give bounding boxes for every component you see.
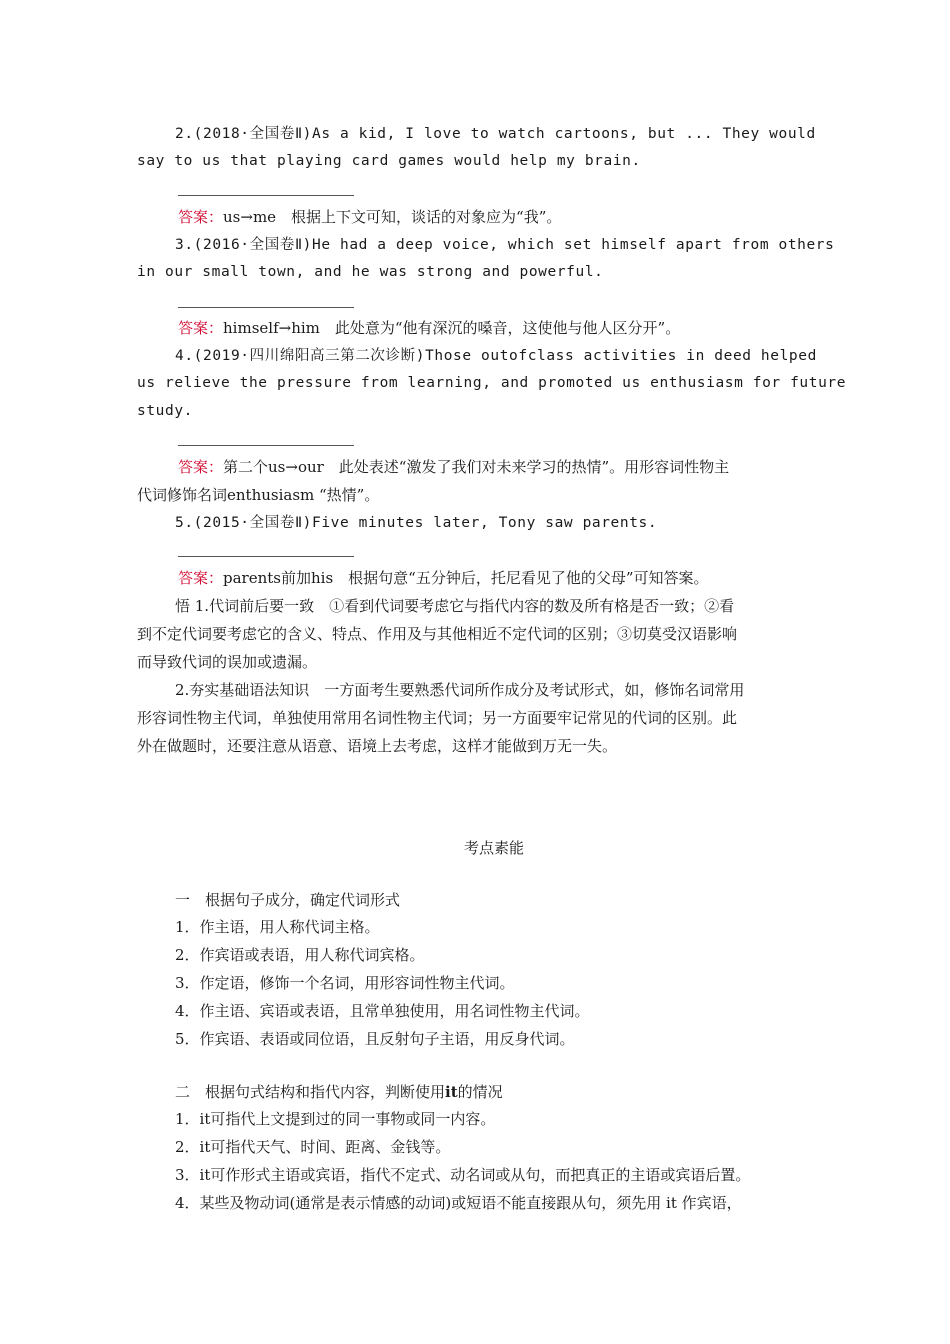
q3-line-1: 3.(2016·全国卷Ⅱ)He had a deep voice, which set himself apart from others <box>175 237 835 253</box>
q5-answer <box>178 568 709 588</box>
answer-label: 答案： <box>178 319 224 337</box>
part2-item: 4．某些及物动词(通常是表示情感的动词)或短语不能直接跟从句，须先用 it 作宾语， <box>175 1194 742 1212</box>
q4-answer-line-2: 代词修饰名词enthusiasm “热情”。 <box>137 486 380 504</box>
part2-heading <box>175 1082 503 1102</box>
q5-line-1: 5.(2015·全国卷Ⅱ)Five minutes later, Tony saw parents. <box>175 515 658 531</box>
q4-line-1: 4.(2019·四川绵阳高三第二次诊断)Those outofclass activities in deed helped <box>175 348 817 364</box>
q5-answer-blank <box>178 556 354 557</box>
insight-p1-line-2: 到不定代词要考虑它的含义、特点、作用及与其他相近不定代词的区别；③切莫受汉语影响 <box>137 625 738 643</box>
part1-item: 4．作主语、宾语或表语，且常单独使用，用名词性物主代词。 <box>175 1002 590 1020</box>
q4-line-2: us relieve the pressure from learning, and promoted us enthusiasm for future <box>137 375 847 391</box>
part2-item: 1．it可指代上文提到过的同一事物或同一内容。 <box>175 1110 496 1128</box>
insight-p1-line-1: 悟 1.代词前后要一致 ①看到代词要考虑它与指代内容的数及所有格是否一致；②看 <box>175 597 735 615</box>
q2-answer <box>178 207 561 227</box>
part2-item: 2．it可指代天气、时间、距离、金钱等。 <box>175 1138 451 1156</box>
q3-line-2: in our small town, and he was strong and powerful. <box>137 264 604 280</box>
insight-p2-line-2: 形容词性物主代词，单独使用常用名词性物主代词；另一方面要牢记常见的代词的区别。此 <box>137 709 738 727</box>
insight-p2-line-3: 外在做题时，还要注意从语意、语境上去考虑，这样才能做到万无一失。 <box>137 737 618 755</box>
q4-answer <box>178 457 729 477</box>
part1-item: 1．作主语，用人称代词主格。 <box>175 918 380 936</box>
q4-answer-text-1: 第二个us→our 此处表述“激发了我们对未来学习的热情”。用形容词性物主 <box>223 458 730 476</box>
part1-item: 2．作宾语或表语，用人称代词宾格。 <box>175 946 425 964</box>
q3-answer-blank <box>178 307 354 308</box>
part2-heading-pre: 二 根据句式结构和指代内容，判断使用 <box>175 1083 446 1101</box>
part2-heading-post: 的情况 <box>457 1083 503 1101</box>
answer-label: 答案： <box>178 208 224 226</box>
insight-p2-line-1: 2.夯实基础语法知识 一方面考生要熟悉代词所作成分及考试形式，如，修饰名词常用 <box>175 681 745 699</box>
q4-line-3: study. <box>137 403 193 419</box>
q4-answer-blank <box>178 445 354 446</box>
part2-heading-it: it <box>445 1083 458 1101</box>
insight-p1-line-3: 而导致代词的误加或遗漏。 <box>137 653 318 671</box>
part2-item: 3．it可作形式主语或宾语，指代不定式、动名词或从句，而把真正的主语或宾语后置。 <box>175 1166 751 1184</box>
q2-answer-blank <box>178 195 354 196</box>
answer-label: 答案： <box>178 569 224 587</box>
part1-item: 3．作定语，修饰一个名词，用形容词性物主代词。 <box>175 974 515 992</box>
q2-answer-text: us→me 根据上下文可知，谈话的对象应为“我”。 <box>223 208 562 226</box>
q3-answer-text: himself→him 此处意为“他有深沉的嗓音，这使他与他人区分开”。 <box>223 319 681 337</box>
part1-item: 5．作宾语、表语或同位语，且反射句子主语，用反身代词。 <box>175 1030 575 1048</box>
q3-answer <box>178 318 680 338</box>
q5-answer-text: parents前加his 根据句意“五分钟后，托尼看见了他的父母”可知答案。 <box>223 569 709 587</box>
answer-label: 答案： <box>178 458 224 476</box>
part1-heading: 一 根据句子成分，确定代词形式 <box>175 891 401 909</box>
section-title: 考点素能 <box>463 839 524 857</box>
q2-line-1: 2.(2018·全国卷Ⅱ)As a kid, I love to watch cartoons, but ... They would <box>175 126 816 142</box>
q2-line-2: say to us that playing card games would help my brain. <box>137 153 641 169</box>
